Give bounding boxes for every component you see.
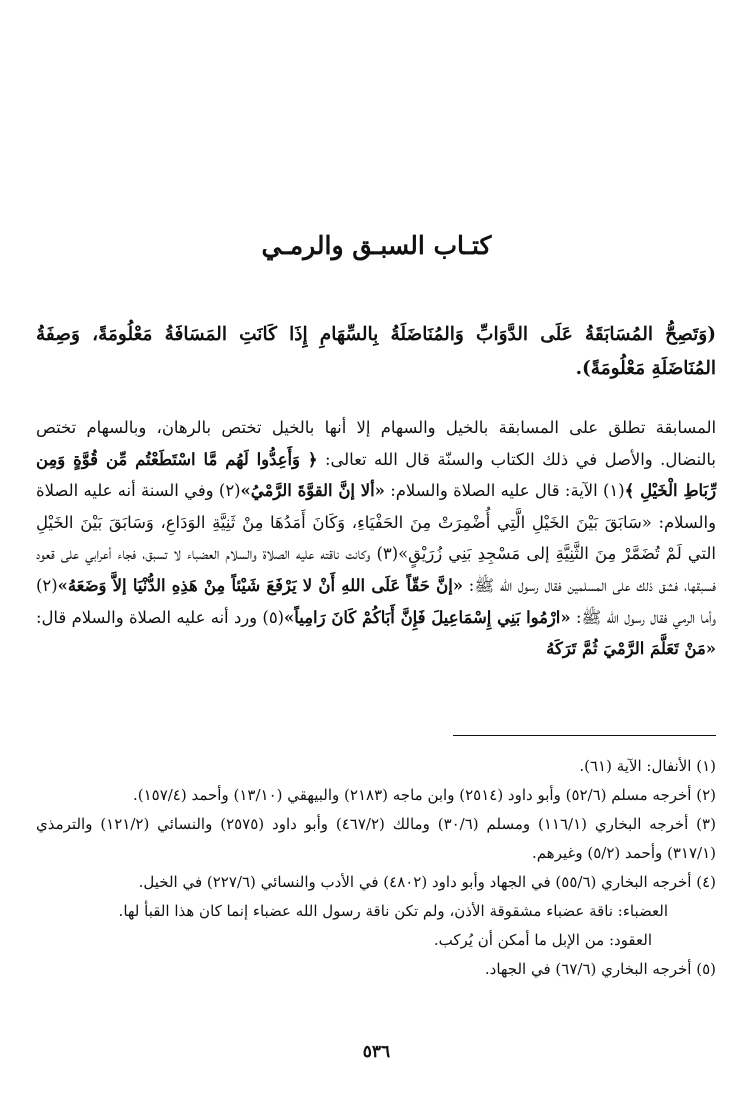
commentary-part-3: (٢) وفي السنة أنه عليه الصلاة والسلام: «سَابَقَ بَيْنَ الخَيْلِ الَّتِي أُضْمِرَتْ مِنَ الحَفْيَاءِ، وَكَانَ أَمَدُهَا مِنْ ثَنِيَّةِ الوَدَاعِ، وَسَابَقَ بَيْنَ الخَيْلِ التي لَمْ تُضَمَّرْ مِنَ الثَّنِيَّةِ إلى مَسْجِدِ بَنِي زُرَيْقٍ»(٣) وكانت ناقته عليه الصلاة والسلام العضباء لا تسبق، فجاء أعرابي على قعود فسبقها، فشق ذلك على المسلمين فقال رسول الله ﷺ: (36, 481, 716, 595)
commentary-part-2: (١) الآية: قال عليه الصلاة والسلام: (384, 481, 625, 501)
commentary-part-5: (٥) ورد أنه عليه الصلاة والسلام قال: (36, 607, 285, 627)
quran-verse: ﴿ وَأَعِدُّوا لَهُم مَّا اسْتَطَعْتُم مِّن قُوَّةٍ وَمِن رِّبَاطِ الْخَيْلِ ﴾ (36, 449, 717, 501)
main-text: (وَتَصِحُّ المُسَابَقَةُ عَلَى الدَّوَابِّ وَالمُنَاضَلَةُ بِالسِّهَامِ إِذَا كَانَتِ المَسَافَةُ مَعْلُومَةً، وَصِفَةُ المُنَاضَلَةِ مَعْلُومَةً). (36, 324, 716, 379)
footnote-1: (١) الأنفال: الآية (٦١). (579, 757, 716, 775)
footnote-3: (٣) أخرجه البخاري (١١٦/١) ومسلم (٣٠/٦) ومالك (٤٦٧/٢) وأبو داود (٢٥٧٥) والنسائي (١٢١/٢) والترمذي (٣١٧/١) وأحمد (٥/٢) وغيرهم. (36, 815, 716, 862)
footnote-note-qaud: العقود: من الإبل ما أمكن أن يُركب. (433, 931, 652, 949)
footnotes (36, 752, 716, 984)
chapter-title: كتـاب السبـق والرمـي (261, 231, 492, 260)
hadith-quote-2: «إنَّ حَقّاً عَلَى اللهِ أَنْ لا يَرْفَعَ شَيْئاً مِنْ هَذِهِ الدُّنْيَا إلاَّ وَضَعَهُ» (57, 575, 464, 595)
footnote-2: (٢) أخرجه مسلم (٥٢/٦) وأبو داود (٢٥١٤) وابن ماجه (٢١٨٣) والبيهقي (١٣/١٠) وأحمد (١٥٧/٤). (132, 786, 716, 804)
hadith-quote-1: «ألا إنَّ القوَّةَ الرَّمْيُ» (240, 481, 385, 501)
footnote-4: (٤) أخرجه البخاري (٥٥/٦) في الجهاد وأبو داود (٤٨٠٢) في الأدب والنسائي (٢٢٧/٦) في الخيل. (138, 873, 716, 891)
footnote-note-adba: العضباء: ناقة عضباء مشقوقة الأذن، ولم تكن ناقة رسول الله عضباء إنما كان هذا القبأ لها. (118, 902, 668, 920)
footnote-divider (453, 735, 716, 736)
hadith-quote-3: «ارْمُوا بَنِي إِسْمَاعِيلَ فَإِنَّ أَبَاكُمْ كَانَ رَامِياً» (284, 607, 571, 627)
footnote-5: (٥) أخرجه البخاري (٦٧/٦) في الجهاد. (484, 960, 716, 978)
commentary-text (36, 412, 716, 665)
commentary-part-4: (٢) وأما الرمي فقال رسول الله ﷺ: (36, 575, 717, 627)
commentary-part-1: المسابقة تطلق على المسابقة بالخيل والسهام إلا أنها بالخيل تختص بالرهان، وبالسهام تختص بالنضال. والأصل في ذلك الكتاب والسنّة قال الله تعالى: (36, 418, 716, 469)
page-number: ٥٣٦ (362, 1042, 391, 1062)
hadith-quote-4: «مَنْ تَعَلَّمَ الرَّمْيَ ثُمَّ تَرَكَهُ (546, 639, 716, 659)
